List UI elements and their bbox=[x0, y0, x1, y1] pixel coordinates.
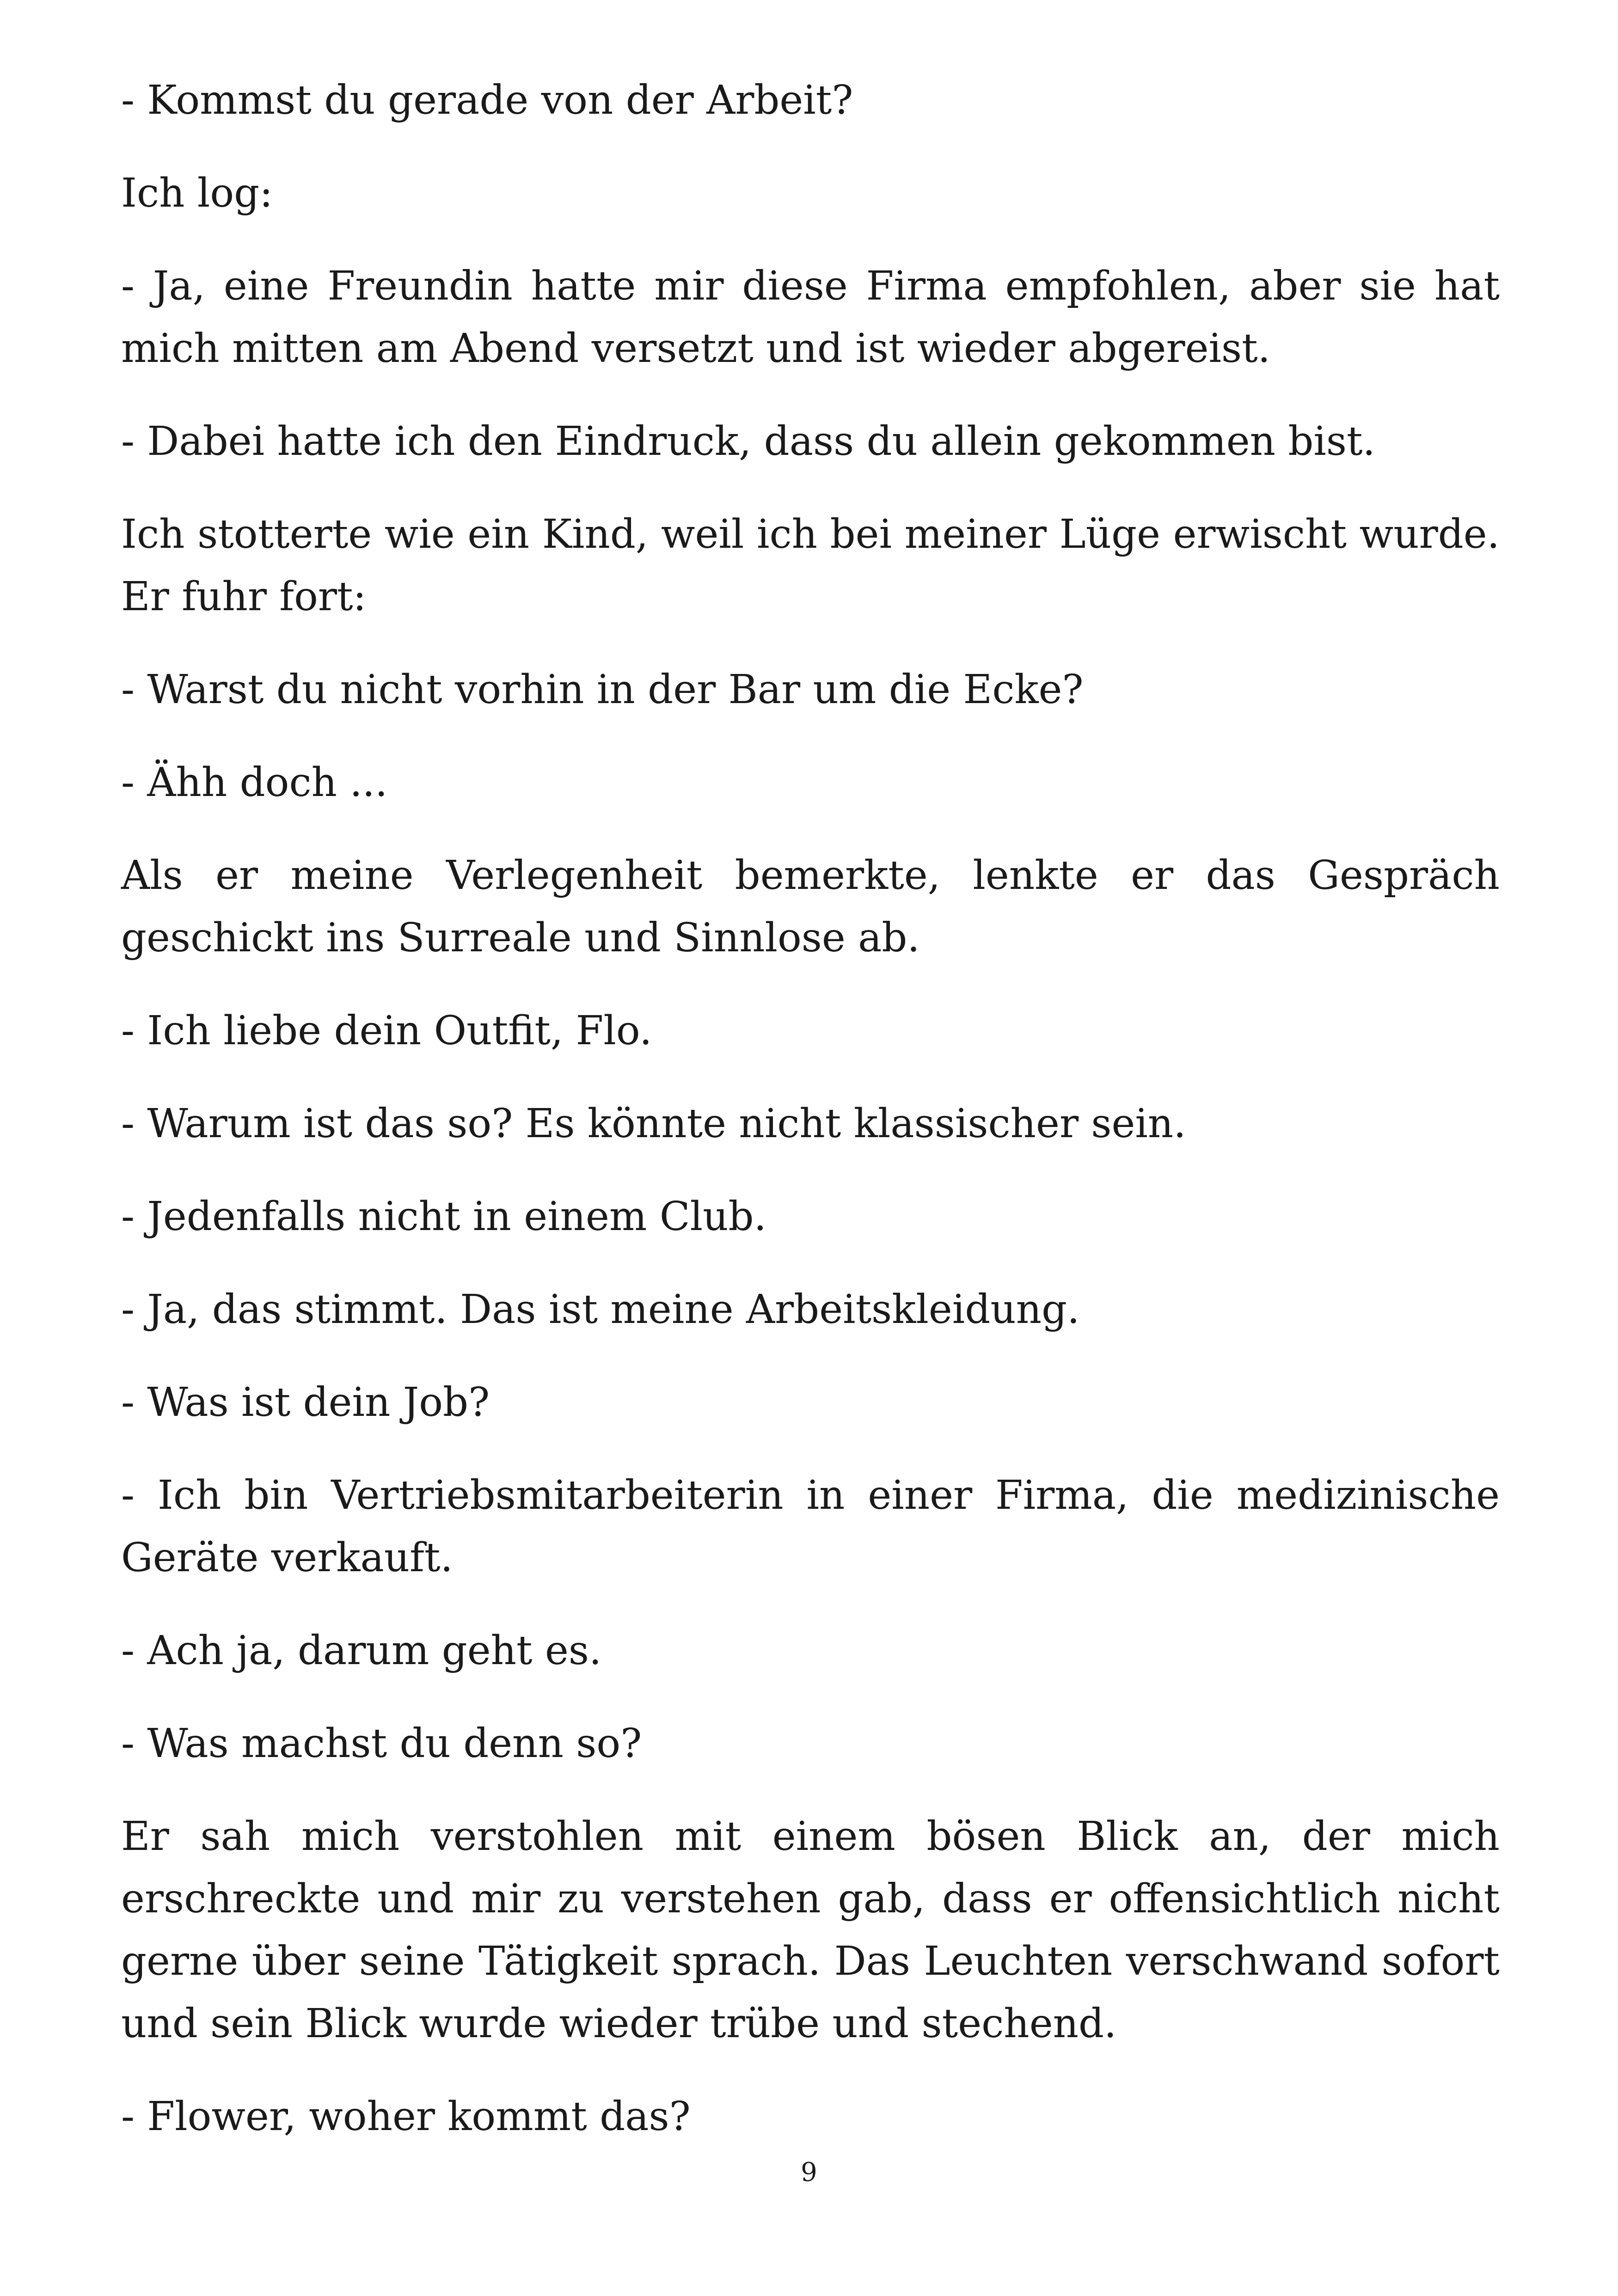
paragraph-14: - Ich bin Vertriebsmitarbeiterin in einer Firma, die medizinische Geräte verkauft. bbox=[121, 1472, 1500, 1581]
paragraph-3: - Ja, eine Freundin hatte mir diese Firma empfohlen, aber sie hat mich mitten am Abend versetzt und ist wieder abgereist. bbox=[121, 263, 1500, 372]
paragraph-8: Als er meine Verlegenheit bemerkte, lenkte er das Gespräch geschickt ins Surreale und Sinnlose ab. bbox=[121, 852, 1500, 961]
paragraph-15: - Ach ja, darum geht es. bbox=[121, 1628, 602, 1674]
paragraph-6: - Warst du nicht vorhin in der Bar um die Ecke? bbox=[121, 667, 1084, 713]
paragraph-5: Ich stotterte wie ein Kind, weil ich bei meiner Lüge erwischt wurde. Er fuhr fort: bbox=[121, 511, 1500, 620]
paragraph-12: - Ja, das stimmt. Das ist meine Arbeitskleidung. bbox=[121, 1286, 1080, 1333]
paragraph-4: - Dabei hatte ich den Eindruck, dass du allein gekommen bist. bbox=[121, 418, 1375, 465]
paragraph-7: - Ähh doch ... bbox=[121, 759, 388, 806]
paragraph-16: - Was machst du denn so? bbox=[121, 1720, 642, 1767]
paragraph-13: - Was ist dein Job? bbox=[121, 1379, 490, 1426]
paragraph-18: - Flower, woher kommt das? bbox=[121, 2094, 691, 2140]
paragraph-9: - Ich liebe dein Outfit, Flo. bbox=[121, 1008, 652, 1054]
paragraph-10: - Warum ist das so? Es könnte nicht klassischer sein. bbox=[121, 1101, 1186, 1147]
paragraph-17: Er sah mich verstohlen mit einem bösen Blick an, der mich erschreckte und mir zu verstehen gab, dass er offensichtlich nicht gerne über seine Tätigkeit sprach. Das Leuchten verschwand sofort und sein Blick wurde wieder trübe und stechend. bbox=[121, 1813, 1500, 2047]
body-text bbox=[121, 69, 1500, 2148]
paragraph-11: - Jedenfalls nicht in einem Club. bbox=[121, 1194, 766, 1240]
paragraph-2: Ich log: bbox=[121, 170, 273, 216]
paragraph-1: - Kommst du gerade von der Arbeit? bbox=[121, 77, 853, 123]
page-number: 9 bbox=[801, 2157, 817, 2187]
